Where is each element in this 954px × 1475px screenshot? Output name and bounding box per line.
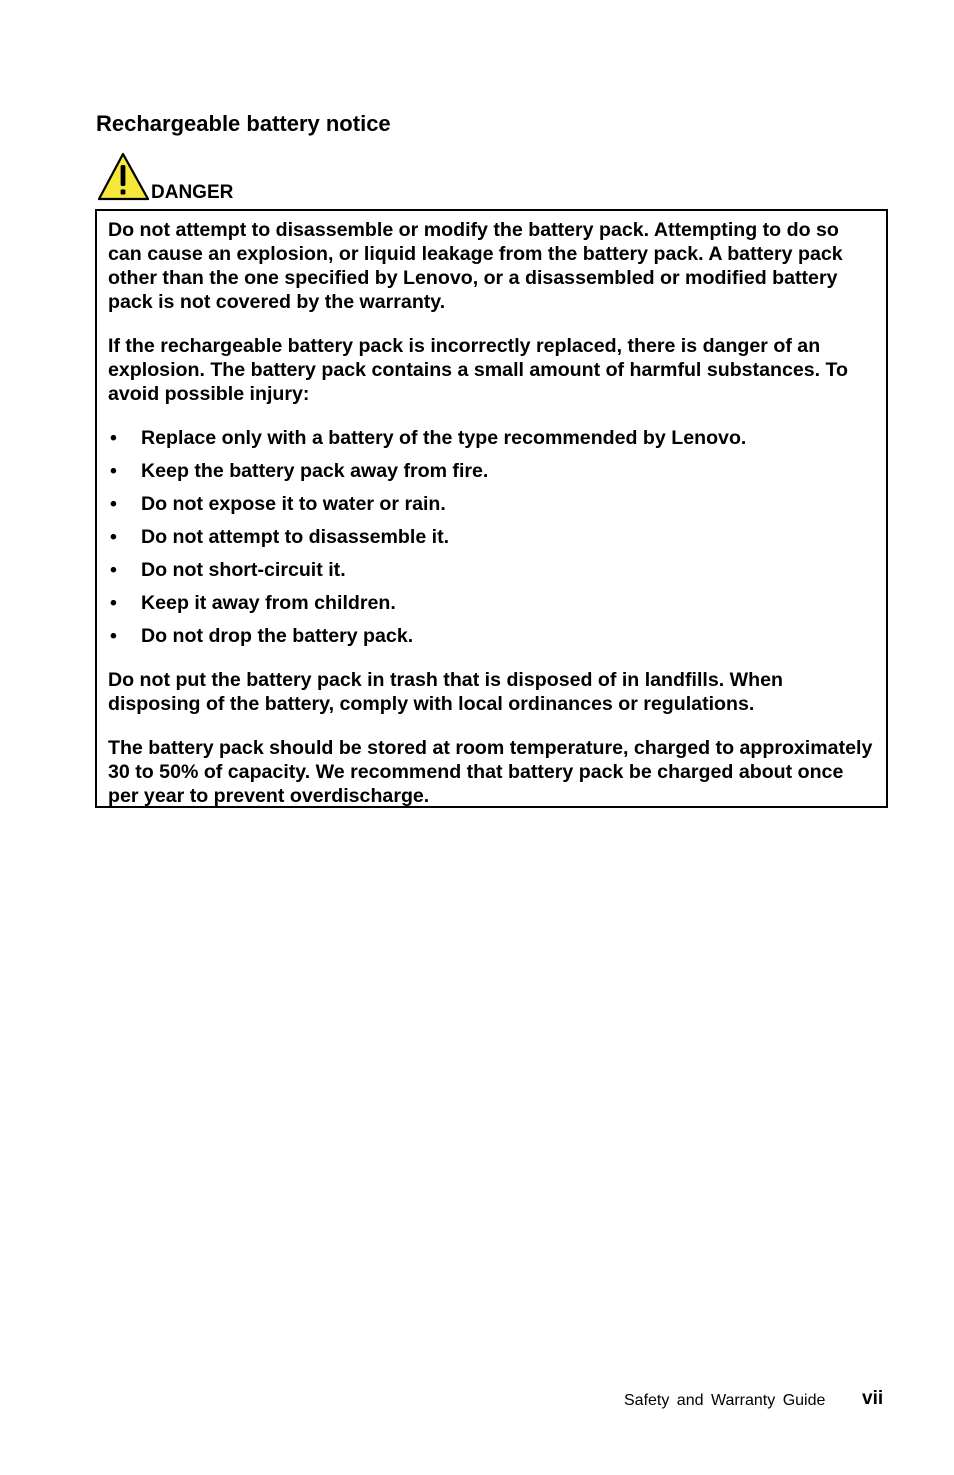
footer-page-number: vii (862, 1388, 884, 1409)
bullet-marker: • (110, 460, 117, 482)
danger-notice-box (95, 209, 888, 808)
list-item-text: Do not attempt to disassemble it. (141, 526, 450, 548)
danger-paragraph-disposal: Do not put the battery pack in trash that is disposed of in landfills. When disposing of the battery, comply with local ordinances or regulations. (108, 669, 783, 715)
list-item-text: Keep the battery pack away from fire. (141, 460, 489, 482)
safety-bullet-list (108, 426, 876, 648)
list-item (108, 426, 876, 450)
list-item-text: Replace only with a battery of the type recommended by Lenovo. (141, 427, 747, 449)
footer-guide-title: Safety and Warranty Guide (624, 1392, 826, 1409)
list-item-text: Do not expose it to water or rain. (141, 493, 446, 515)
bullet-marker: • (110, 559, 117, 581)
list-item-text: Do not drop the battery pack. (141, 625, 414, 647)
danger-label: DANGER (151, 182, 234, 203)
danger-paragraph-disassemble: Do not attempt to disassemble or modify the battery pack. Attempting to do so can cause an explosion, or liquid leakage from the battery pack. A battery pack other than the one specified by Lenovo, or a disassembled or modified battery pack is not covered by the warranty. (108, 219, 843, 313)
list-item (108, 591, 876, 615)
list-item (108, 624, 876, 648)
list-item (108, 459, 876, 483)
bullet-marker: • (110, 625, 117, 647)
danger-paragraph-storage: The battery pack should be stored at room temperature, charged to approximately 30 to 50% of capacity. We recommend that battery pack be charged about once per year to prevent overdischarge. (108, 737, 873, 807)
list-item (108, 525, 876, 549)
bullet-marker: • (110, 526, 117, 548)
bullet-marker: • (110, 493, 117, 515)
danger-notice-header (98, 152, 398, 204)
section-heading: Rechargeable battery notice (96, 111, 391, 136)
warning-triangle-icon (98, 152, 150, 202)
danger-paragraph-replacement: If the rechargeable battery pack is incorrectly replaced, there is danger of an explosion. The battery pack contains a small amount of harmful substances. To avoid possible injury: (108, 335, 849, 405)
bullet-marker: • (110, 592, 117, 614)
list-item (108, 558, 876, 582)
list-item (108, 492, 876, 516)
list-item-text: Keep it away from children. (141, 592, 396, 614)
list-item-text: Do not short-circuit it. (141, 559, 346, 581)
bullet-marker: • (110, 427, 117, 449)
